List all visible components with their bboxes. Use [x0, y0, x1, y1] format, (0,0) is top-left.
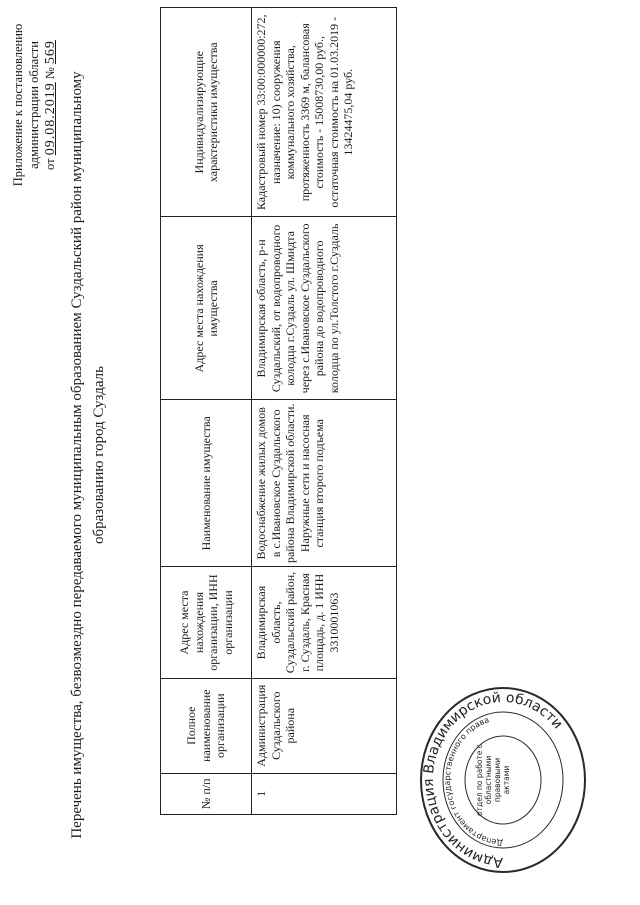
appendix-from-prefix: от	[43, 158, 57, 170]
appendix-number-sign: №	[43, 67, 57, 80]
header-org-address: Адрес места нахождения организации, ИНН организации	[161, 567, 252, 679]
property-table	[160, 7, 397, 815]
appendix-number: 569	[43, 40, 58, 65]
official-seal	[413, 675, 593, 885]
cell-num: 1	[252, 773, 397, 814]
appendix-date: 09.08.2019	[43, 82, 58, 156]
cell-property-name: Водоснабжение жилых домов в с.Ивановское Суздальского района Владимирской области. Наружные сети и насосная станция второго подъема	[252, 400, 397, 567]
table-header-row	[161, 8, 252, 815]
title-line-1: Перечень имущества, безвозмездно передаваемого муниципальным образованием Суздальский район муниципальному	[69, 71, 85, 839]
header-property-address: Адрес места нахождения имущества	[161, 217, 252, 400]
document-title	[66, 65, 110, 845]
appendix-line-2: администрации области	[27, 41, 41, 169]
cell-org-address: Владимирская область, Суздальский район, г. Суздаль, Красная площадь, д. 1 ИНН 3310001063	[252, 567, 397, 679]
seal-center-text: отдел по работе с областными правовыми актами	[475, 744, 511, 816]
cell-property-address: Владимирская область, р-н Суздальский, от водопроводного колодца г.Суздаль ул. Шмидта через с.Ивановское Суздальского района до водопроводного колодца по ул.Толстого г.Суздаль	[252, 217, 397, 400]
table-row	[252, 8, 397, 815]
cell-org-name: Администрация Суздальского района	[252, 678, 397, 773]
seal-outer-text: Администрация Владимирской области	[420, 689, 566, 871]
appendix-line-1: Приложение к постановлению	[11, 23, 25, 187]
header-characteristics: Индивидуализирующие характеристики имущества	[161, 8, 252, 217]
cell-characteristics: Кадастровый номер 33:00:000000:272, назначение: 10) сооружения коммунального хозяйства, протяженность 3369 м, балансовая стоимость - 15008730,00 руб., остаточная стоимость на 01.03.2019 - 13424475,04 руб.	[252, 8, 397, 217]
header-num: № п/п	[161, 773, 252, 814]
header-property-name: Наименование имущества	[161, 400, 252, 567]
appendix-date-line	[42, 5, 59, 205]
appendix-header	[10, 5, 59, 205]
header-org-name: Полное наименование организации	[161, 678, 252, 773]
title-line-2: образованию город Суздаль	[91, 366, 107, 544]
seal-inner-text: Департамент государственного права	[442, 715, 504, 848]
